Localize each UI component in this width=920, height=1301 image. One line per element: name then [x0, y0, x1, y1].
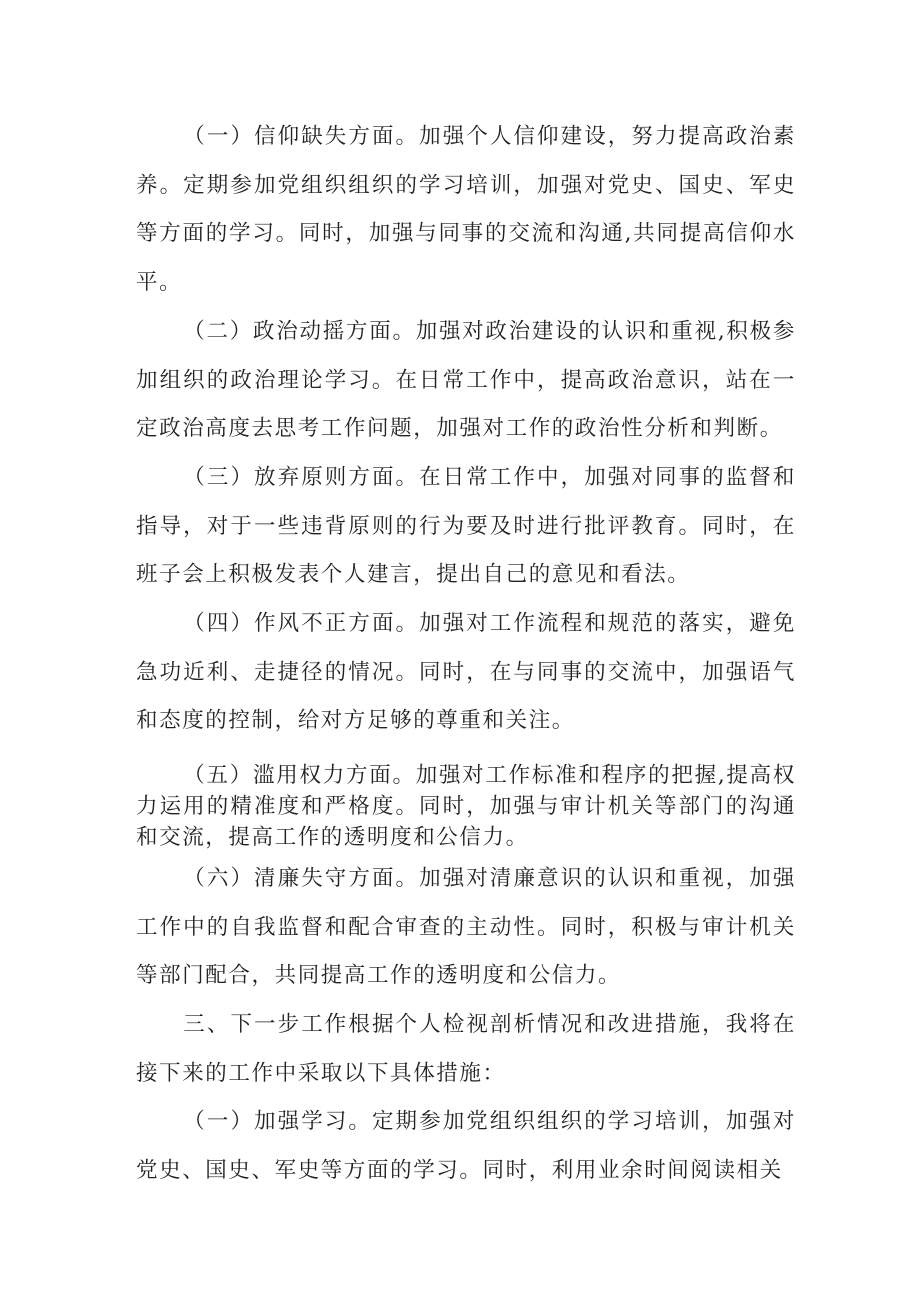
paragraph-style: （四）作风不正方面。加强对工作流程和规范的落实，避免急功近利、走捷径的情况。同时，在与同事的交流中，加强语气和态度的控制，给对方足够的尊重和关注。 — [136, 611, 796, 733]
paragraph-study: （一）加强学习。定期参加党组织组织的学习培训，加强对党史、国史、军史等方面的学习。同时，利用业余时间阅读相关 — [136, 1109, 796, 1183]
paragraph-political: （二）政治动摇方面。加强对政治建设的认识和重视,积极参加组织的政治理论学习。在日常工作中，提高政治意识，站在一定政治高度去思考工作问题，加强对工作的政治性分析和判断。 — [136, 319, 796, 441]
paragraph-principle: （三）放弃原则方面。在日常工作中，加强对同事的监督和指导，对于一些违背原则的行为要及时进行批评教育。同时，在班子会上积极发表个人建言，提出自己的意见和看法。 — [136, 465, 796, 587]
paragraph-power: （五）滥用权力方面。加强对工作标准和程序的把握,提高权力运用的精准度和严格度。同时，加强与审计机关等部门的沟通和交流，提高工作的透明度和公信力。 — [136, 763, 796, 850]
paragraph-next-steps: 三、下一步工作根据个人检视剖析情况和改进措施，我将在接下来的工作中采取以下具体措施： — [136, 1012, 796, 1086]
paragraph-faith: （一）信仰缺失方面。加强个人信仰建设，努力提高政治素养。定期参加党组织组织的学习培训，加强对党史、国史、军史等方面的学习。同时，加强与同事的交流和沟通,共同提高信仰水平。 — [136, 124, 796, 295]
paragraph-integrity: （六）清廉失守方面。加强对清廉意识的认识和重视，加强工作中的自我监督和配合审查的主动性。同时，积极与审计机关等部门配合，共同提高工作的透明度和公信力。 — [136, 866, 796, 988]
